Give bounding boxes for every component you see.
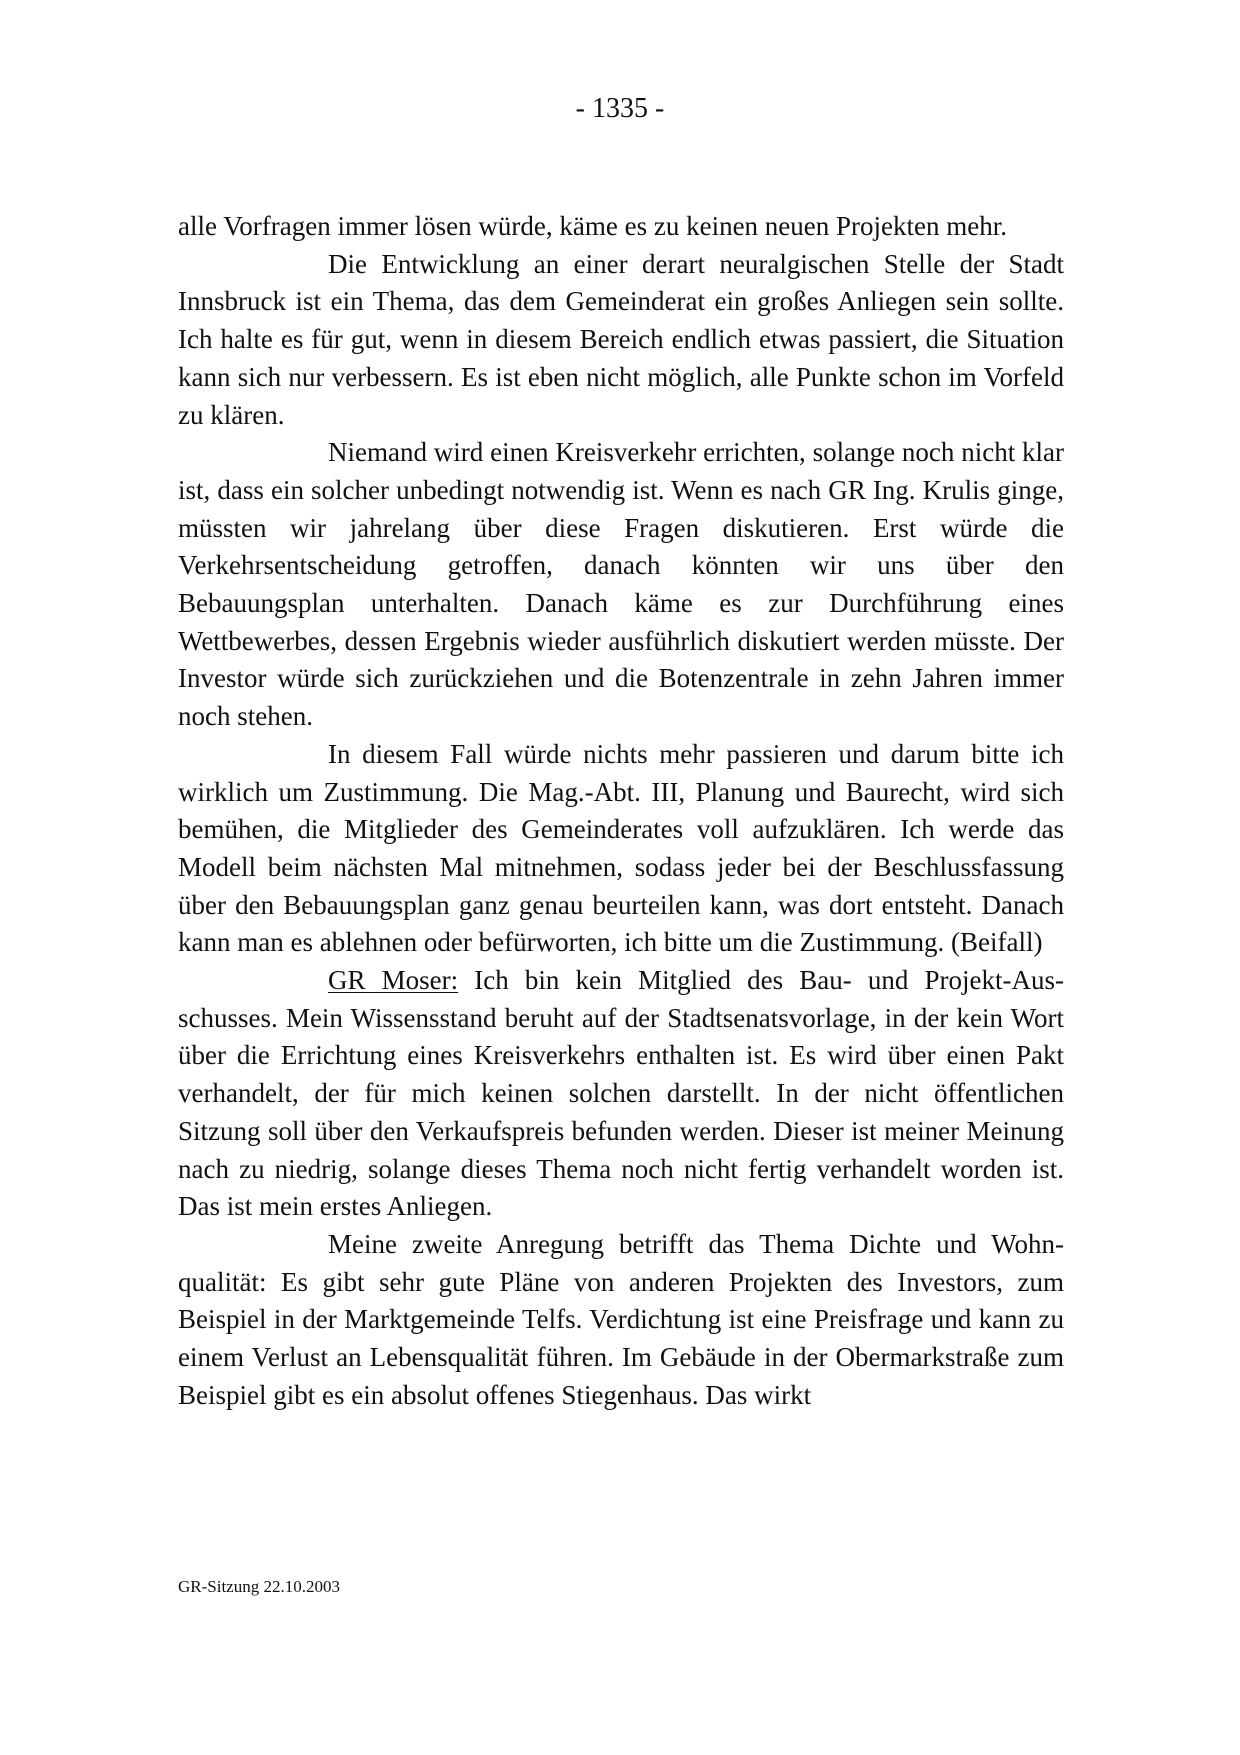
- paragraph: Meine zweite Anregung betrifft das Thema Dichte und Wohnqualität: Es gibt sehr gute Pläne von anderen Projekten des Investors, zum Beispiel in der Marktgemeinde Telfs. Verdichtung ist eine Preisfrage und kann zu einem Verlust an Lebensqualität führen. Im Gebäude in der Obermarkstraße zum Beispiel gibt es ein absolut offenes Stiegenhaus. Das wirkt: [178, 1228, 1064, 1410]
- page-number: - 1335 -: [575, 93, 665, 124]
- paragraph-continuation: alle Vorfragen immer lösen würde, käme es zu keinen neuen Projekten mehr.: [178, 211, 1007, 241]
- speaker-name: GR Moser:: [328, 965, 459, 996]
- document-body: [178, 208, 1064, 1415]
- footer-session-label: GR-Sitzung 22.10.2003: [178, 1577, 340, 1596]
- paragraph: Die Entwicklung an einer derart neuralgischen Stelle der Stadt Innsbruck ist ein Thema, das dem Gemeinderat ein großes Anliegen sein sollte. Ich halte es für gut, wenn in diesem Bereich endlich etwas passiert, die Situation kann sich nur verbessern. Es ist eben nicht möglich, alle Punkte schon im Vorfeld zu klären.: [178, 248, 1064, 430]
- paragraph: Niemand wird einen Kreisverkehr errichten, solange noch nicht klar ist, dass ein solcher unbedingt notwendig ist. Wenn es nach GR Ing. Krulis ginge, müssten wir jahrelang über diese Fragen diskutieren. Erst würde die Verkehrsentscheidung getroffen, danach könnten wir uns über den Bebauungsplan unterhalten. Danach käme es zur Durchführung eines Wettbewerbes, dessen Ergebnis wieder ausführlich diskutiert werden müsste. Der Investor würde sich zurückziehen und die Botenzentrale in zehn Jahren immer noch stehen.: [178, 437, 1064, 732]
- paragraph-speech: [178, 962, 1064, 1226]
- paragraph: In diesem Fall würde nichts mehr passieren und darum bitte ich wirklich um Zustimmung. Die Mag.-Abt. III, Planung und Baurecht, wird sich bemühen, die Mitglieder des Gemeinderates voll aufzuklären. Ich werde das Modell beim nächsten Mal mitnehmen, sodass jeder bei der Beschlussfassung über den Bebauungsplan ganz genau beurteilen kann, was dort entsteht. Danach kann man es ablehnen oder befürworten, ich bitte um die Zustimmung. (Beifall): [178, 738, 1064, 958]
- speech-text: Ich bin kein Mitglied des Bau- und Projekt-Ausschusses. Mein Wissensstand beruht auf der Stadtsenatsvorlage, in der kein Wort über die Errichtung eines Kreisverkehrs enthalten ist. Es wird über einen Pakt verhandelt, der für mich keinen solchen darstellt. In der nicht öffentlichen Sitzung soll über den Verkaufspreis befunden werden. Dieser ist meiner Meinung nach zu niedrig, solange dieses Thema noch nicht fertig verhandelt worden ist. Das ist mein erstes Anliegen.: [178, 965, 1064, 1222]
